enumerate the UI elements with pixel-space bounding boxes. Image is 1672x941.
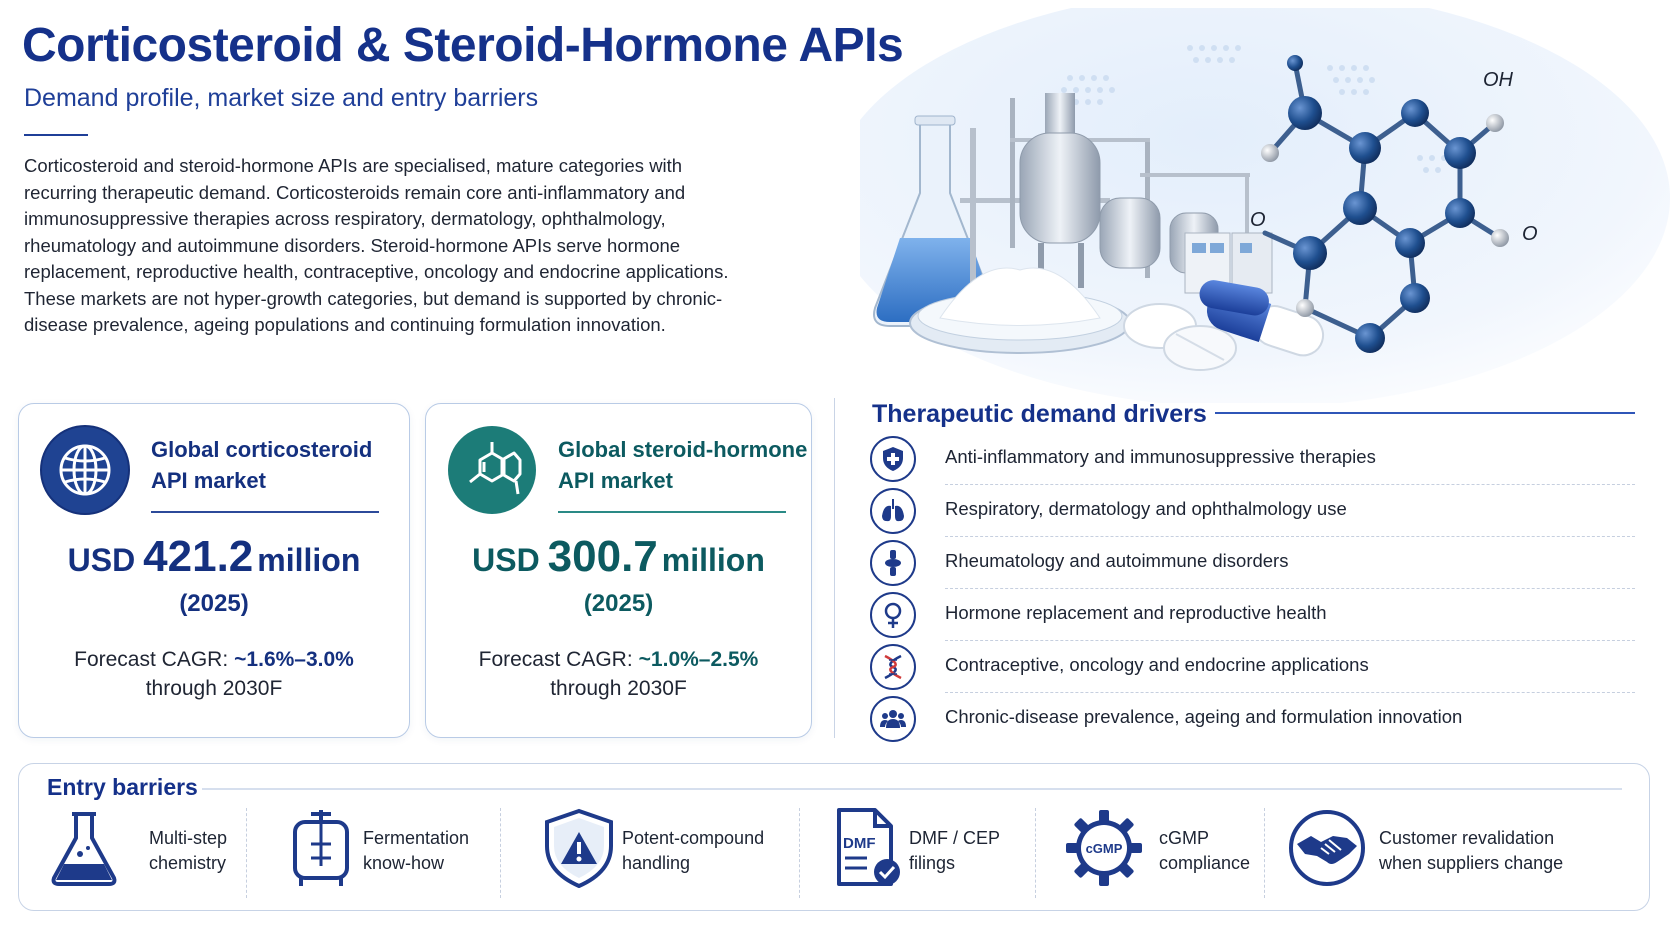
card-steroid-hormone-market (425, 403, 812, 738)
forecast-cagr (426, 648, 811, 672)
driver-label: Contraceptive, oncology and endocrine applications (945, 654, 1369, 675)
drivers-heading-rule (1215, 412, 1635, 414)
driver-label: Anti-inflammatory and immunosuppressive therapies (945, 446, 1376, 467)
cgmp-gear-icon (1064, 808, 1144, 888)
barriers-heading-rule (202, 788, 1622, 790)
market-unit: million (661, 542, 765, 578)
market-year: (2025) (179, 590, 249, 617)
dmf-badge-text: DMF (843, 835, 876, 852)
barrier-line2: when suppliers change (1379, 853, 1564, 873)
driver-item (870, 486, 1635, 538)
cagr-value: ~1.6%–3.0% (234, 648, 354, 671)
molecule-label-oh: OH (1483, 69, 1513, 91)
driver-item (870, 434, 1635, 486)
driver-label: Chronic-disease prevalence, ageing and formulation innovation (945, 706, 1463, 727)
driver-label: Hormone replacement and reproductive health (945, 602, 1327, 623)
barrier-line1: Fermentation (363, 828, 470, 848)
page-subtitle: Demand profile, market size and entry barriers (24, 84, 539, 112)
barrier-line2: chemistry (149, 853, 227, 873)
market-size (19, 532, 409, 582)
card-title-line1: Global corticosteroid (151, 437, 373, 462)
driver-label: Respiratory, dermatology and ophthalmology use (945, 498, 1347, 519)
title-underline (24, 134, 88, 136)
drivers-heading: Therapeutic demand drivers (872, 400, 1207, 428)
dmf-document-icon (827, 808, 907, 888)
section-divider (834, 398, 835, 738)
barrier-item (44, 804, 264, 904)
card-title-line2: API market (558, 468, 673, 493)
market-value: 421.2 (143, 532, 254, 581)
barrier-label (363, 826, 553, 876)
barrier-line2: filings (909, 853, 956, 873)
card-title-line1: Global steroid-hormone (558, 437, 808, 462)
barrier-line1: cGMP (1159, 828, 1210, 848)
driver-separator (945, 484, 1635, 485)
card-title (558, 434, 808, 496)
cagr-label: Forecast CAGR: (478, 648, 633, 671)
barrier-separator (246, 808, 247, 898)
molecule-label-o-left: O (1250, 209, 1266, 231)
barrier-line1: Potent-compound (622, 828, 765, 848)
driver-item (870, 642, 1635, 694)
card-title (151, 434, 401, 496)
market-size (426, 532, 811, 582)
intro-paragraph: Corticosteroid and steroid-hormone APIs are specialised, mature categories with recurring therapeutic demand. Corticosteroids remain core anti-inflammatory and immunosuppressive therapies across respiratory, dermatology, ophthalmology, rheumatology and autoimmune disorders. Steroid-hormone APIs serve hormone replacement, reproductive health, contraceptive, oncology and endocrine applications. These markets are not hyper-growth categories, but demand is supported by chronic-disease prevalence, ageing populations and continuing formulation innovation. (24, 155, 729, 335)
barrier-item (827, 804, 1047, 904)
cagr-label: Forecast CAGR: (74, 648, 229, 671)
cagr-value: ~1.0%–2.5% (638, 648, 759, 671)
barrier-separator (1035, 808, 1036, 898)
barrier-item (1287, 804, 1627, 904)
barrier-line2: compliance (1159, 853, 1251, 873)
market-value: 300.7 (547, 532, 658, 581)
barrier-line1: Multi-step (149, 828, 228, 848)
barrier-item (539, 804, 809, 904)
cgmp-badge-text: cGMP (1085, 841, 1123, 856)
joint-icon (870, 540, 916, 586)
barrier-item (281, 804, 511, 904)
page-title: Corticosteroid & Steroid-Hormone APIs (22, 19, 904, 72)
market-unit: million (257, 542, 361, 578)
molecule-label-o-right: O (1522, 223, 1538, 245)
flask-icon (44, 808, 124, 888)
barrier-line1: Customer revalidation (1379, 828, 1555, 848)
card-divider (151, 511, 379, 513)
barrier-label (1379, 826, 1624, 876)
dna-icon (870, 644, 916, 690)
driver-separator (945, 536, 1635, 537)
card-title-line2: API market (151, 468, 266, 493)
barrier-item (1064, 804, 1284, 904)
entry-barriers-panel (18, 763, 1650, 911)
barrier-separator (799, 808, 800, 898)
driver-item (870, 694, 1635, 746)
barrier-line1: DMF / CEP (909, 828, 1001, 848)
female-symbol-icon (870, 592, 916, 638)
barrier-line2: know-how (363, 853, 445, 873)
driver-separator (945, 588, 1635, 589)
driver-item (870, 538, 1635, 590)
barrier-label (622, 826, 812, 876)
forecast-horizon: through 2030F (550, 677, 687, 700)
fermenter-icon (281, 808, 361, 888)
card-corticosteroid-market (18, 403, 410, 738)
lungs-icon (870, 488, 916, 534)
market-year: (2025) (583, 590, 654, 617)
molecule-icon (446, 424, 538, 516)
forecast-horizon: through 2030F (145, 677, 283, 700)
card-divider (558, 511, 786, 513)
shield-cross-icon (870, 436, 916, 482)
driver-item (870, 590, 1635, 642)
barrier-line2: handling (622, 853, 691, 873)
handshake-icon (1287, 808, 1367, 888)
globe-icon (39, 424, 131, 516)
hero-illustration (860, 8, 1672, 403)
barriers-heading: Entry barriers (47, 774, 198, 800)
driver-label: Rheumatology and autoimmune disorders (945, 550, 1289, 571)
barrier-separator (1264, 808, 1265, 898)
warning-shield-icon (539, 808, 619, 888)
market-currency: USD (67, 542, 136, 578)
forecast-cagr (19, 648, 409, 672)
barrier-separator (500, 808, 501, 898)
driver-separator (945, 640, 1635, 641)
people-icon (870, 696, 916, 742)
market-currency: USD (472, 542, 540, 578)
driver-separator (945, 692, 1635, 693)
